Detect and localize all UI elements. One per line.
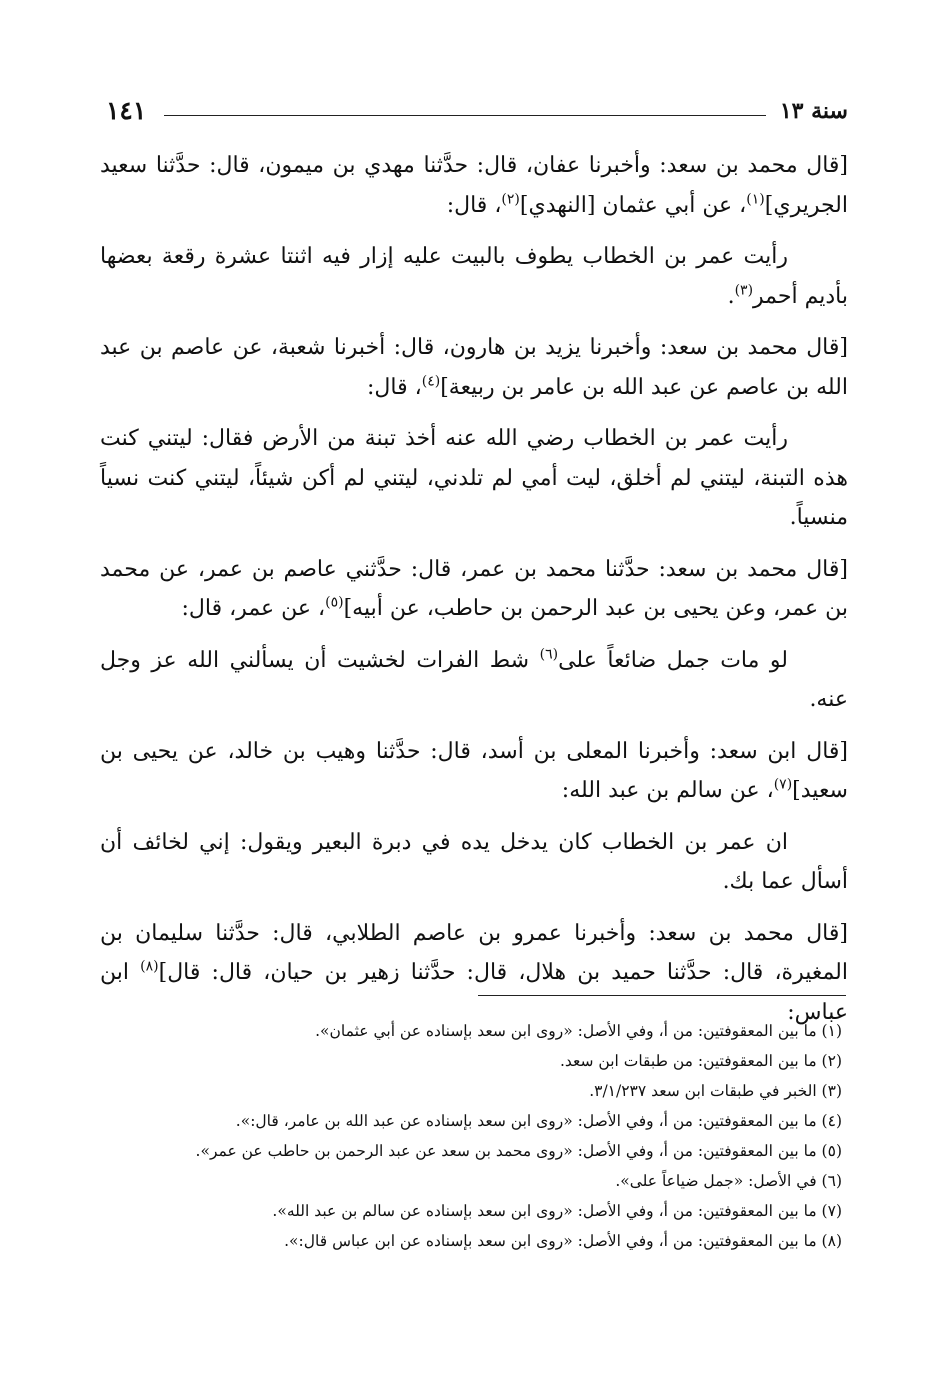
footnote-item: (٣) الخبر في طبقات ابن سعد ٣/١/٢٣٧. [589, 1082, 842, 1100]
footnote-item: (٧) ما بين المعقوفتين: من أ، وفي الأصل: «روى ابن سعد بإسناده عن سالم بن عبد الله». [272, 1202, 842, 1220]
header-rule [164, 115, 766, 116]
footnote-item: (٨) ما بين المعقوفتين: من أ، وفي الأصل: «روى ابن سعد بإسناده عن ابن عباس قال:». [284, 1232, 842, 1250]
footnote-ref: (٥) [325, 594, 344, 611]
paragraph-text: ان عمر بن الخطاب كان يدخل يده في دبرة البعير ويقول: إني لخائف أن أسأل عما بك. [100, 829, 848, 894]
footnote-separator [478, 995, 846, 996]
isnad-paragraph [100, 146, 848, 225]
footnote-item: (٦) في الأصل: «جمل ضياعاً على». [615, 1172, 842, 1190]
footnote-ref: (٧) [773, 776, 793, 793]
footnote-ref: (٤) [421, 373, 441, 390]
narration-paragraph [100, 823, 848, 902]
paragraph-text-tail: ، قال: [446, 192, 502, 218]
footnote-ref: (٣) [734, 282, 754, 299]
paragraph-text-tail: ، عن أبي عثمان [النهدي] [519, 192, 747, 218]
footnote-item: (٤) ما بين المعقوفتين: من أ، وفي الأصل: «روى ابن سعد بإسناده عن عبد الله بن عامر، قال:». [235, 1112, 842, 1130]
isnad-paragraph [100, 550, 848, 629]
footnote-item: (٥) ما بين المعقوفتين: من أ، وفي الأصل: «روى محمد بن سعد عن عبد الرحمن بن حاطب عن عمر». [195, 1142, 842, 1160]
footnotes [100, 1016, 842, 1256]
narration-paragraph [100, 641, 848, 720]
paragraph-text: [قال محمد بن سعد: وأخبرنا يزيد بن هارون، قال: أخبرنا شعبة، عن عاصم بن عبد الله بن عاصم عن عبد الله بن عامر بن ربيعة] [100, 335, 848, 400]
paragraph-text: [قال محمد بن سعد: وأخبرنا عفان، قال: حدَّثنا مهدي بن ميمون، قال: حدَّثنا سعيد الجريري] [100, 153, 848, 218]
footnote-ref: (٢) [501, 191, 520, 208]
paragraph-text-tail: شط الفرات لخشيت أن يسألني الله عز وجل عنه. [100, 647, 848, 712]
narration-paragraph [100, 419, 848, 538]
narration-paragraph [100, 237, 848, 316]
paragraph-text-tail: ، قال: [367, 374, 422, 400]
paragraph-text-tail: . [727, 283, 735, 309]
paragraph-text: رأيت عمر بن الخطاب رضي الله عنه أخذ تبنة من الأرض فقال: ليتني كنت هذه التبنة، ليتني لم أخلق، ليت أمي لم تلدني، ليتني لم أكن شيئاً، ليتني كنت نسياً منسياً. [100, 426, 848, 530]
footnote-ref: (٨) [140, 958, 159, 975]
paragraph-text-tail: ابن عباس: [100, 960, 848, 1025]
footnote-ref: (١) [746, 191, 765, 208]
page-number: ١٤١ [106, 96, 147, 125]
running-header [100, 94, 848, 134]
isnad-paragraph [100, 328, 848, 407]
footnote-item: (٢) ما بين المعقوفتين: من طبقات ابن سعد. [559, 1052, 842, 1070]
paragraph-text: [قال ابن سعد: وأخبرنا المعلى بن أسد، قال: حدَّثنا وهيب بن خالد، عن يحيى بن سعيد] [100, 738, 848, 803]
isnad-paragraph [100, 732, 848, 811]
paragraph-text-tail: ، عن سالم بن عبد الله: [561, 778, 774, 803]
paragraph-text: لو مات جمل ضائعاً على [558, 647, 788, 673]
paragraph-text: [قال محمد بن سعد: حدَّثنا محمد بن عمر، قال: حدَّثني عاصم بن عمر، عن محمد بن عمر، وعن يحيى بن عبد الرحمن بن حاطب، عن أبيه] [100, 556, 848, 621]
paragraph-text: [قال محمد بن سعد: وأخبرنا عمرو بن عاصم الطلابي، قال: حدَّثنا سليمان بن المغيرة، قال: حدَّثنا حميد بن هلال، قال: حدَّثنا زهير بن حيان، قال: قال] [100, 920, 849, 985]
paragraph-text: رأيت عمر بن الخطاب يطوف بالبيت عليه إزار فيه اثنتا عشرة رقعة بعضها بأديم أحمر [100, 244, 848, 309]
footnote-item: (١) ما بين المعقوفتين: من أ، وفي الأصل: «روى ابن سعد بإسناده عن أبي عثمان». [315, 1022, 842, 1040]
running-head-year: سنة ١٣ [779, 98, 848, 124]
paragraph-text-tail: ، عن عمر، قال: [181, 596, 326, 621]
isnad-paragraph [100, 914, 848, 1033]
footnote-ref: (٦) [539, 646, 559, 663]
main-text [100, 146, 848, 1044]
